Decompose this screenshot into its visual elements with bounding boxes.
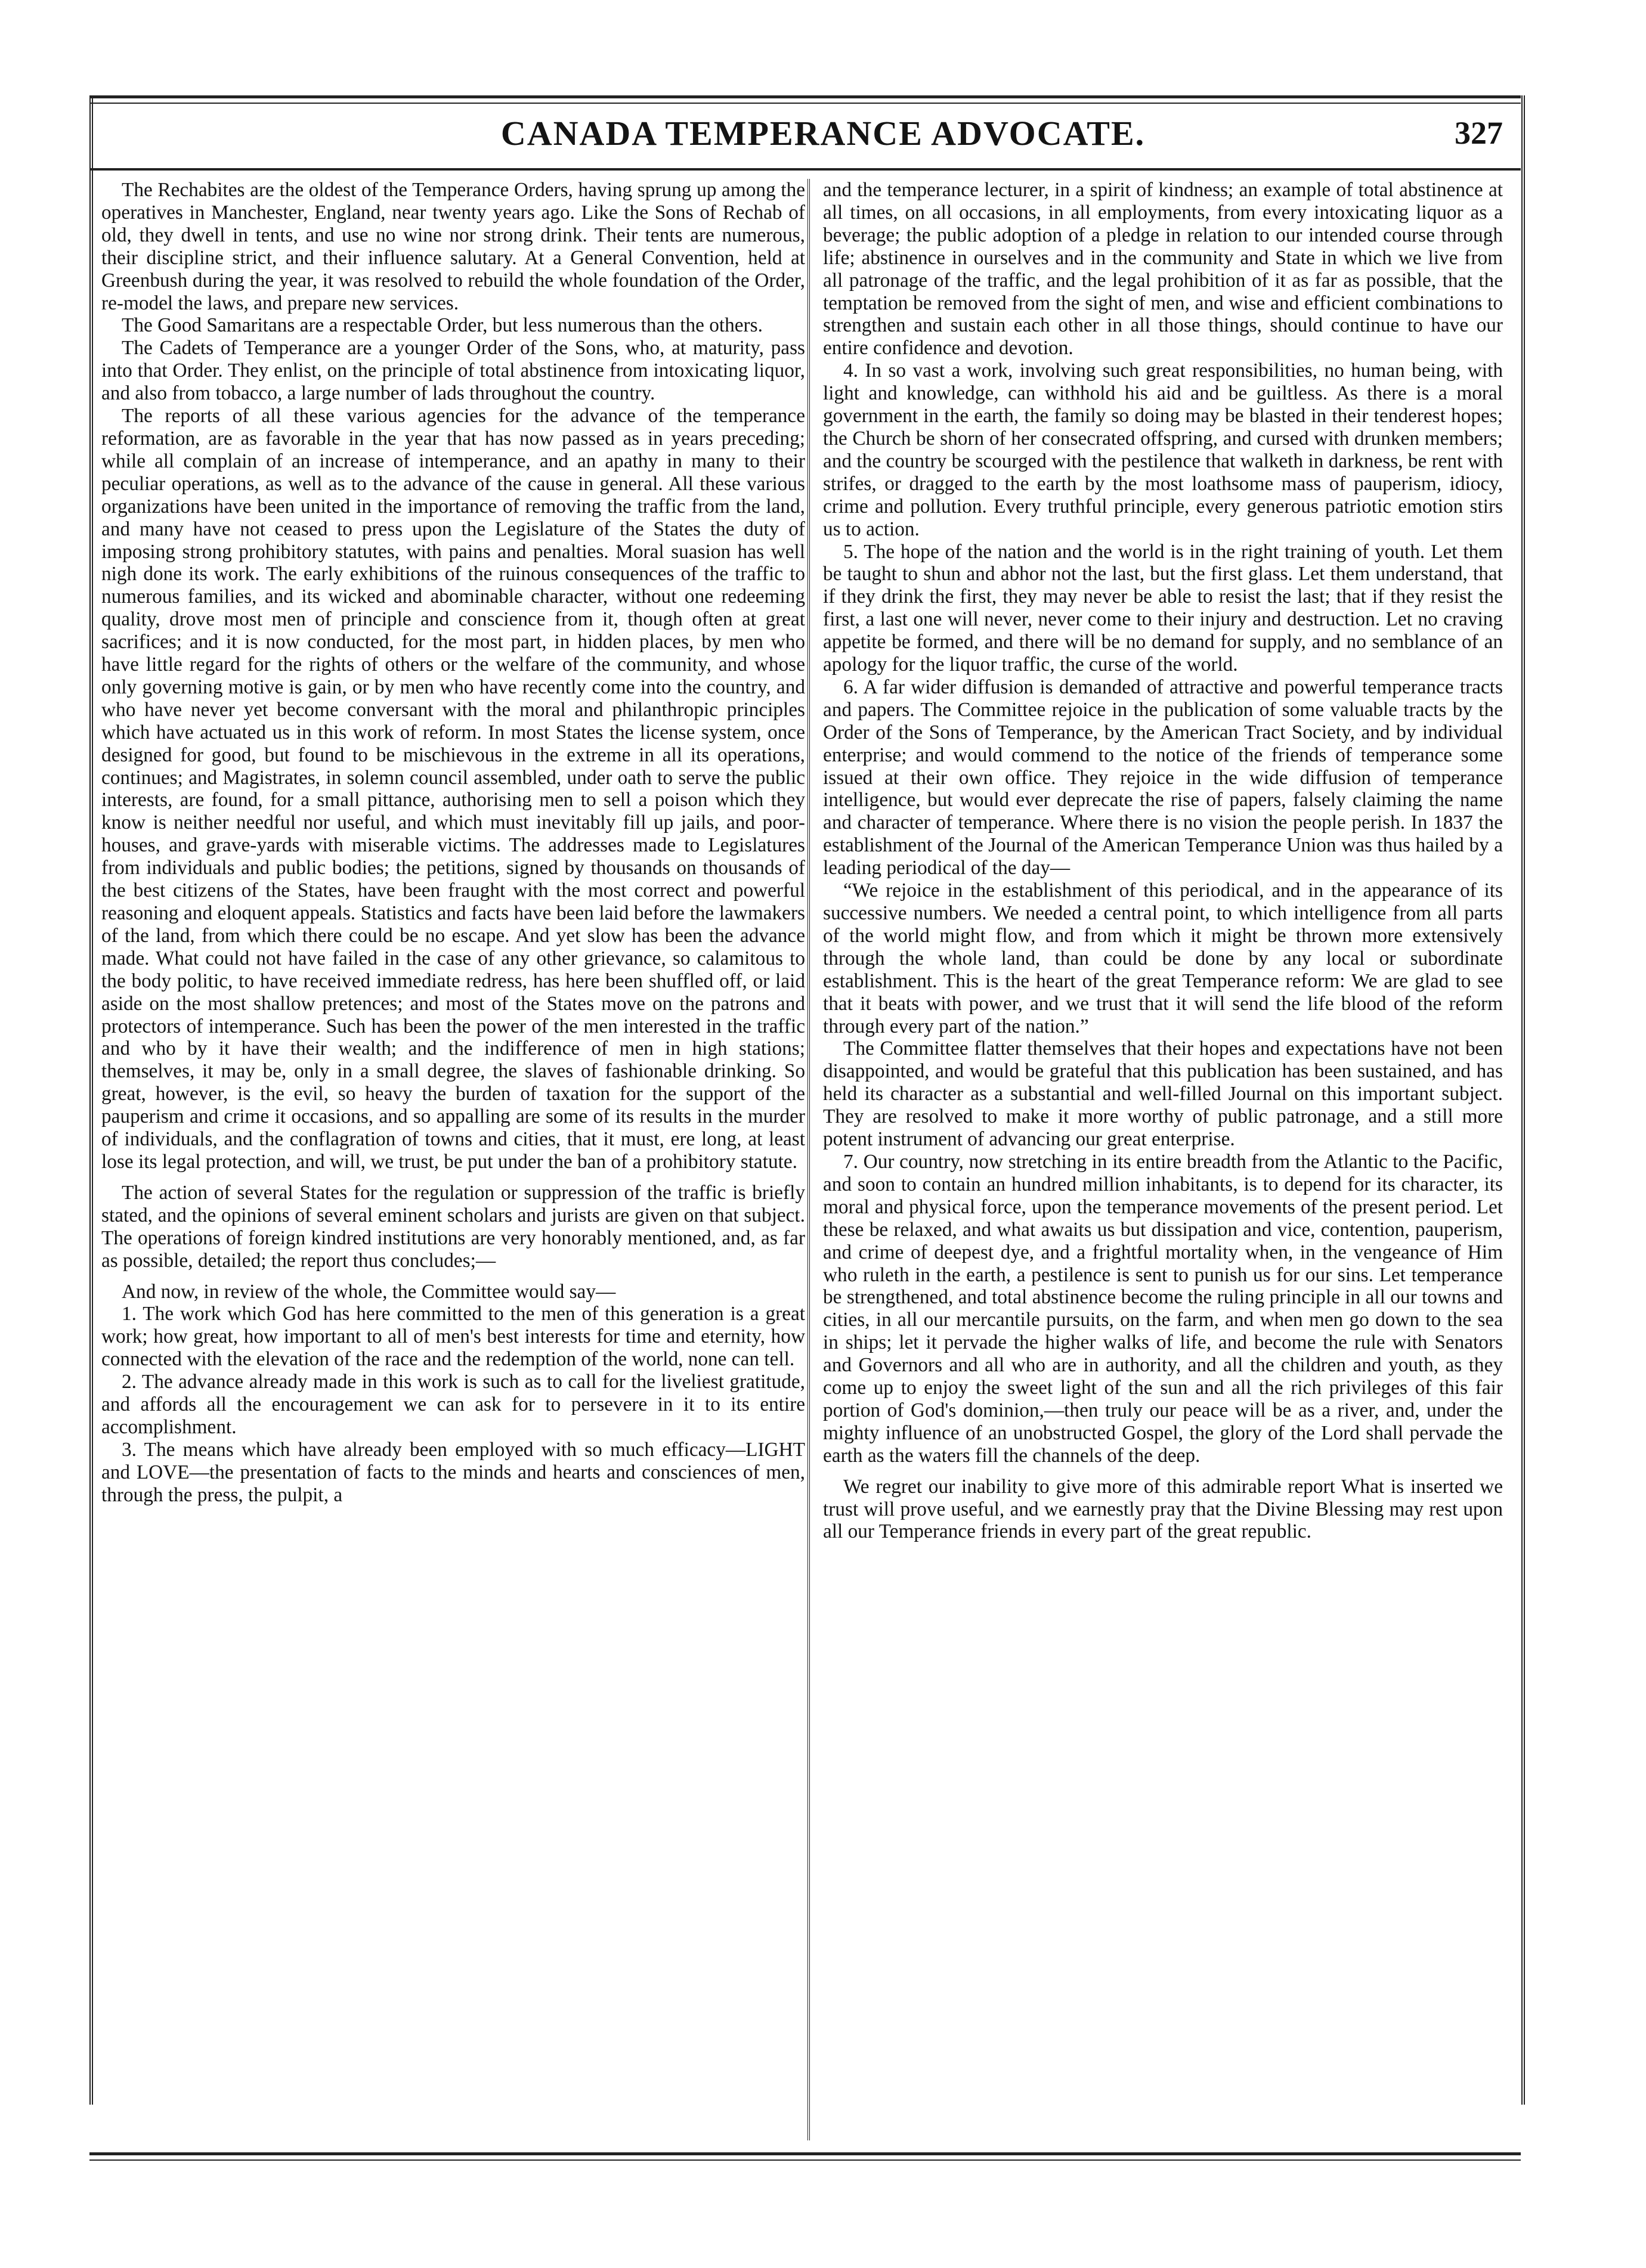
footer-rule bbox=[89, 2152, 1521, 2155]
paragraph-point-7: 7. Our country, now stretching in its entire breadth from the Atlantic to the Pacific, and soon to contain an hundred million inhabitants, is to depend for its character, its moral and physical force, upon the temperance movements of the present period. Let these be relaxed, and what awaits us but dissipation and vice, contention, pauperism, and crime of deepest dye, and a frightful mortality when, in the vengeance of Him who ruleth in the earth, a pestilence is sent to punish us for our sins. Let temperance be strengthened, and total abstinence become the ruling principle in all our towns and cities, in all our mercantile pursuits, on the farm, and when men go down to the sea in ships; let it pervade the higher walks of life, and become the rule with Senators and Governors and all who are in authority, and all the children and youth, as they come up to enjoy the sweet light of the sun and all the rich privileges of this fair portion of God's dominion,—then truly our peace will be as a river, and, under the mighty influence of an unobstructed Gospel, the glory of the Lord shall pervade the earth as the waters fill the channels of the deep. bbox=[823, 1150, 1503, 1467]
left-column bbox=[101, 179, 805, 2146]
paragraph-quotation: “We rejoice in the establishment of this periodical, and in the appearance of its successive numbers. We needed a central point, to which intelligence from all parts of the world might flow, and from which it might be thrown more extensively through the whole land, than could be done by any local or subordinate establishment. This is the heart of the great Temperance reform: We are glad to see that it beats with power, and we trust that it will send the life blood of the reform through every part of the nation.” bbox=[823, 879, 1503, 1037]
page-number: 327 bbox=[1455, 115, 1503, 151]
header-rule-bottom bbox=[89, 168, 1521, 171]
paragraph-closing: We regret our inability to give more of this admirable report What is inserted we trust will prove useful, and we earnestly pray that the Divine Blessing may rest upon all our Temperance friends in every part of the great republic. bbox=[823, 1475, 1503, 1543]
footer-rule-thin bbox=[89, 2159, 1521, 2161]
paragraph-point-6: 6. A far wider diffusion is demanded of attractive and powerful temperance tracts and papers. The Committee rejoice in the publication of some valuable tracts by the Order of the Sons of Temperance, by the American Tract Society, and by individual enterprise; and would commend to the notice of the friends of temperance some issued at their own office. They rejoice in the wide diffusion of temperance intelligence, but would ever deprecate the rise of papers, falsely claiming the name and character of temperance. Where there is no vision the people perish. In 1837 the establishment of the Journal of the American Temperance Union was thus hailed by a leading periodical of the day— bbox=[823, 676, 1503, 879]
paragraph-point-5: 5. The hope of the nation and the world is in the right training of youth. Let them be taught to shun and abhor not the last, but the first glass. Let them understand, that if they drink the first, they may never be able to resist the last; that if they resist the first, a last one will never, never come to their injury and destruction. Let no craving appetite be formed, and there will be no demand for supply, and no semblance of an apology for the liquor traffic, the curse of the world. bbox=[823, 540, 1503, 676]
paragraph-committee-review: And now, in review of the whole, the Committee would say— bbox=[122, 1280, 616, 1303]
paragraph-rechabites: The Rechabites are the oldest of the Temperance Orders, having sprung up among the operatives in Manchester, England, near twenty years ago. Like the Sons of Rechab of old, they dwell in tents, and use no wine nor strong drink. Their tents are numerous, their discipline strict, and their influence salutary. At a General Convention, held at Greenbush during the year, it was resolved to rebuild the whole foundation of the Order, re-model the laws, and prepare new services. bbox=[101, 179, 805, 314]
paragraph-committee-hopes: The Committee flatter themselves that their hopes and expectations have not been disappointed, and would be grateful that this publication has been sustained, and has held its character as a substantial and well-filled Journal on this important subject. They are resolved to make it more worthy of public patronage, and a still more potent instrument of advancing our great enterprise. bbox=[823, 1037, 1503, 1151]
paragraph-cadets: The Cadets of Temperance are a younger Order of the Sons, who, at maturity, pass into that Order. They enlist, on the principle of total abstinence from intoxicating liquor, and also from tobacco, a large number of lads throughout the country. bbox=[101, 337, 805, 405]
paragraph-point-2: 2. The advance already made in this work is such as to call for the liveliest gratitude, and affords all the encouragement we can ask for to persevere in it to its entire accomplishment. bbox=[101, 1371, 805, 1438]
paragraph-point-3: 3. The means which have already been employed with so much efficacy—LIGHT and LOVE—the presentation of facts to the minds and hearts and consciences of men, through the press, the pulpit, a bbox=[101, 1438, 805, 1506]
paragraph-point-3-continued: and the temperance lecturer, in a spirit of kindness; an example of total abstinence at all times, on all occasions, in all employments, from every intoxicating liquor as a beverage; the public adoption of a pledge in relation to our intended course through life; abstinence in ourselves and in the community and State in which we live from all patronage of the traffic, and the legal prohibition of it as far as possible, that the temptation be removed from the sight of men, and wise and efficient combinations to strengthen and sustain each other in all those things, should continue to have our entire confidence and devotion. bbox=[823, 179, 1503, 360]
page-title: CANADA TEMPERANCE ADVOCATE. bbox=[500, 114, 1146, 153]
paragraph-point-1: 1. The work which God has here committed to the men of this generation is a great work; how great, how important to all of men's best interests for time and eternity, how connected with the elevation of the race and the redemption of the world, none can tell. bbox=[101, 1303, 805, 1371]
paragraph-good-samaritans: The Good Samaritans are a respectable Order, but less numerous than the others. bbox=[122, 314, 763, 337]
paragraph-point-4: 4. In so vast a work, involving such great responsibilities, no human being, with light and knowledge, can withhold his aid and be guiltless. As there is a moral government in the earth, the family so doing may be blasted in their tenderest hopes; the Church be shorn of her consecrated offspring, and cursed with drunken members; and the country be scourged with the pestilence that walketh in darkness, be rent with strifes, or dragged to the earth by the most loathsome mass of pauperism, idiocy, crime and pollution. Every truthful principle, every generous patriotic emotion stirs us to action. bbox=[823, 360, 1503, 540]
column-divider bbox=[807, 179, 810, 2140]
paragraph-reports: The reports of all these various agencies for the advance of the temperance reformation, are as favorable in the year that has now passed as in years preceding; while all complain of an increase of intemperance, and an apathy in many to their peculiar operations, as well as to the advance of the cause in general. All these various organizations have been united in the importance of removing the traffic from the land, and many have not ceased to press upon the Legislature of the States the duty of imposing strong prohibitory statutes, with pains and penalties. Moral suasion has well nigh done its work. The early exhibitions of the ruinous consequences of the traffic to numerous families, and its wicked and abominable character, without one redeeming quality, drove most men of principle and conscience from it, though often at great sacrifices; and it is now conducted, for the most part, in hidden places, by men who have little regard for the rights of others or the welfare of the community, and whose only governing motive is gain, or by men who have recently come into the country, and who have never yet become conversant with the moral and philanthropic principles which have actuated us in this work of reform. In most States the license system, once designed for good, but found to be mischievous in the extreme in all its operations, continues; and Magistrates, in solemn council assembled, under oath to serve the public interests, are found, for a small pittance, authorising men to sell a poison which they know is neither needful nor useful, and which must inevitably fill up jails, and poor-houses, and grave-yards with miserable victims. The addresses made to Legislatures from individuals and public bodies; the petitions, signed by thousands on thousands of the best citizens of the States, have been fraught with the most correct and powerful reasoning and eloquent appeals. Statistics and facts have been laid before the lawmakers of the land, from which there could be no escape. And yet slow has been the advance made. What could not have failed in the case of any other grievance, so calamitous to the body politic, to have received immediate redress, has here been shuffled off, or laid aside on the most shallow pretences; and most of the States move on the patrons and protectors of intemperance. Such has been the power of the men interested in the traffic and who by it have their wealth; and the indifference of men in high stations; themselves, it may be, only in a small degree, the slaves of fashionable drinking. So great, however, is the evil, so heavy the burden of taxation for the support of the pauperism and crime it occasions, and so appalling are some of its results in the murder of individuals, and the conflagration of towns and cities, that it must, ere long, at least lose its legal protection, and will, we trust, be put under the ban of a prohibitory statute. bbox=[101, 405, 805, 1173]
right-column bbox=[823, 179, 1503, 2146]
paragraph-state-action: The action of several States for the regulation or suppression of the traffic is briefly stated, and the opinions of several eminent scholars and jurists are given on that subject. The operations of foreign kindred institutions are very honorably mentioned, and, as far as possible, detailed; the report thus concludes;— bbox=[101, 1181, 805, 1272]
